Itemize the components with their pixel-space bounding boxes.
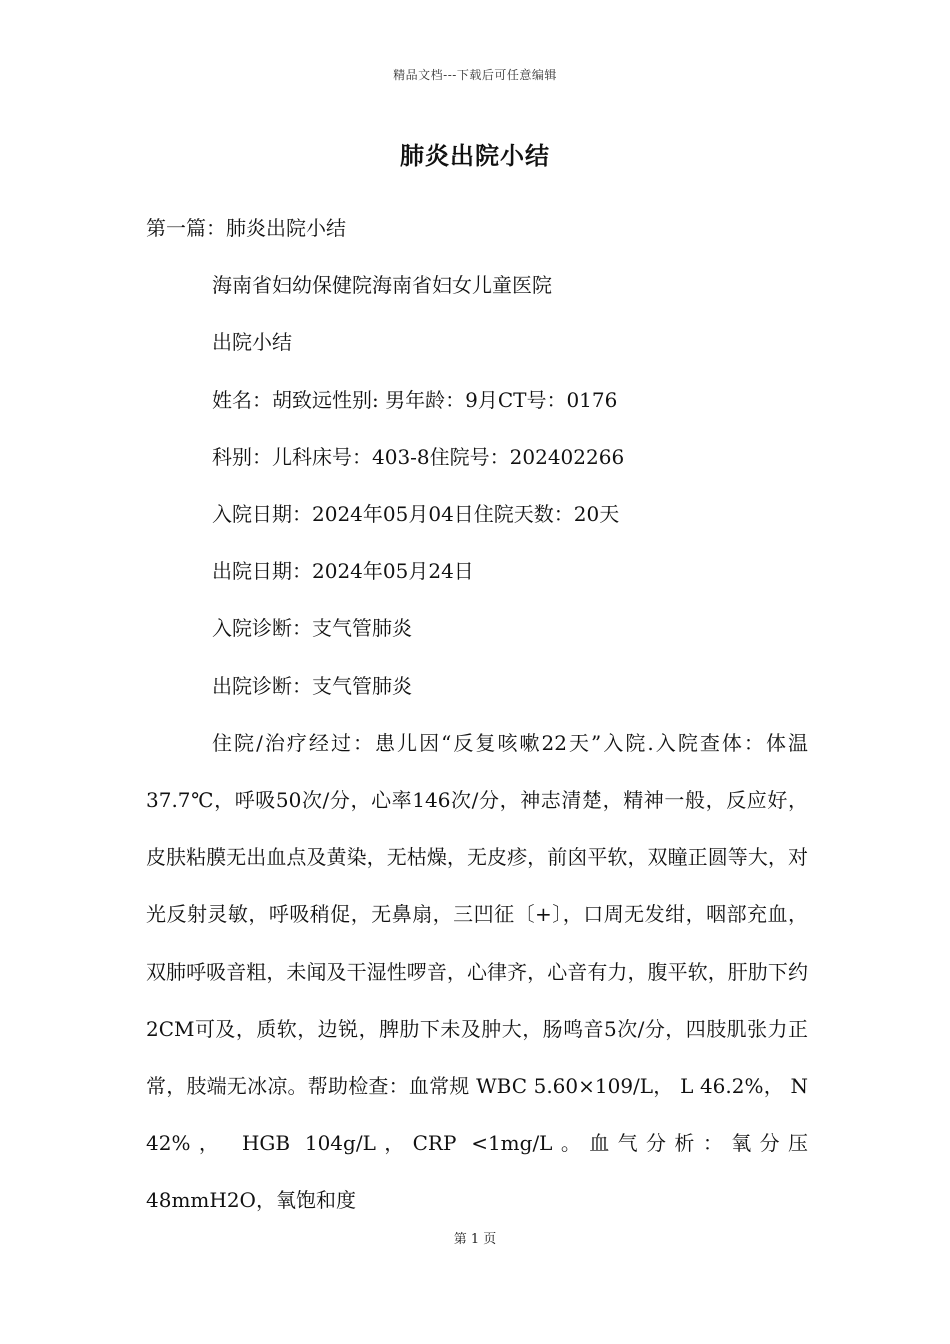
page-number: 第 1 页 bbox=[453, 1232, 497, 1247]
section-heading: 第一篇：肺炎出院小结 bbox=[146, 216, 346, 240]
document-body bbox=[146, 200, 808, 1230]
discharge-diagnosis: 出院诊断：支气管肺炎 bbox=[212, 673, 412, 698]
document-title: 肺炎出院小结 bbox=[400, 142, 550, 170]
hospital-name: 海南省妇幼保健院海南省妇女儿童医院 bbox=[212, 273, 552, 298]
treatment-course: 住院/治疗经过：患儿因“反复咳嗽22天”入院.入院查体：体温37.7℃，呼吸50次/分，心率146次/分，神志清楚，精神一般，反应好，皮肤粘膜无出血点及黄染，无枯燥，无皮疹，前囟平软，双瞳正圆等大，对光反射灵敏，呼吸稍促，无鼻扇，三凹征〔+〕，口周无发绀，咽部充血，双肺呼吸音粗，未闻及干湿性啰音，心律齐，心音有力，腹平软，肝肋下约2CM可及，质软，边锐，脾肋下未及肿大，肠鸣音5次/分，四肢肌张力正常，肢端无冰凉。帮助检查：血常规 WBC 5.60×109/L， L 46.2%， N 42%， HGB 104g/L，CRP <1mg/L。血气分析：氧分压 48mmH2O，氧饱和度 bbox=[146, 730, 808, 1213]
document-type: 出院小结 bbox=[212, 330, 292, 355]
department-info: 科别：儿科床号：403-8住院号：202402266 bbox=[212, 444, 625, 469]
patient-info: 姓名：胡致远性别: 男年龄：9月CT号：0176 bbox=[212, 387, 618, 412]
discharge-date: 出院日期：2024年05月24日 bbox=[212, 559, 474, 584]
header-note: 精品文档---下载后可任意编辑 bbox=[393, 68, 557, 82]
admission-diagnosis: 入院诊断：支气管肺炎 bbox=[212, 616, 412, 641]
admission-info: 入院日期：2024年05月04日住院天数：20天 bbox=[212, 502, 620, 527]
